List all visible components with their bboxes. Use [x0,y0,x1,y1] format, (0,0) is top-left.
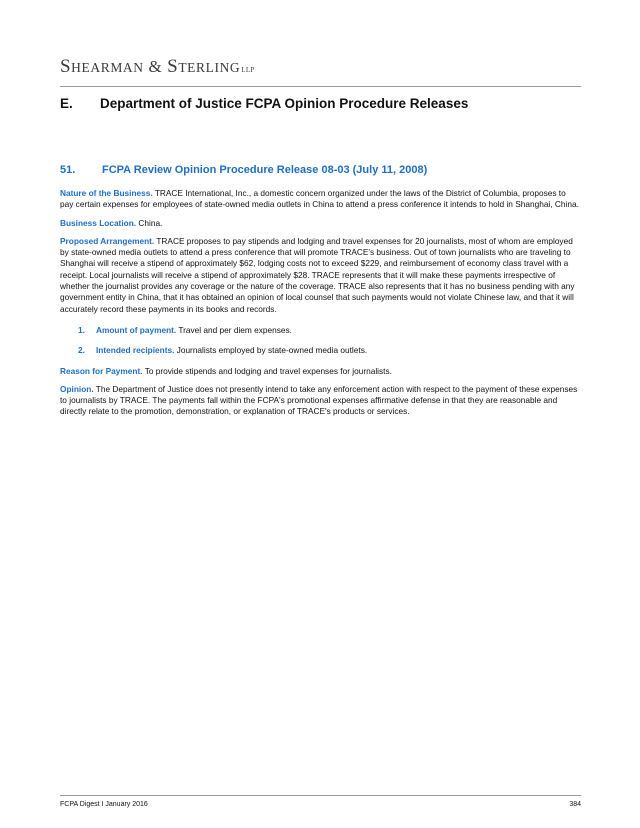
reason-paragraph [60,366,581,377]
footer-divider [60,795,581,797]
release-heading [60,164,427,176]
nature-label: Nature of the Business. [60,188,153,198]
reason-label: Reason for Payment. [60,365,143,376]
shearman-sterling-logo: SHEARMAN & STERLINGLLP [60,56,255,77]
release-body [60,188,581,425]
recipients-text: Journalists employed by state-owned media outlets. [174,345,368,356]
list-item-amount [60,325,581,336]
section-title: Department of Justice FCPA Opinion Procedure Releases [100,96,469,111]
recipients-label: Intended recipients. [96,345,175,356]
location-label: Business Location. [60,217,137,228]
nature-text: TRACE International, Inc., a domestic concern organized under the laws of the District of Columbia, proposes to pay certain expenses for employees of state-owned media outlets in China to attend a press conference it intends to hold in Shanghai, China. [60,188,579,210]
nature-paragraph [60,188,581,211]
page-number: 384 [569,801,581,808]
location-paragraph [60,218,581,229]
reason-text: To provide stipends and lodging and travel expenses for journalists. [142,365,392,376]
opinion-label: Opinion. [60,383,94,394]
location-text: China. [136,217,163,228]
arrangement-paragraph [60,236,581,315]
item-number: 2. [78,345,85,356]
amount-label: Amount of payment. [96,324,177,335]
list-item-recipients [60,345,581,356]
release-title: FCPA Review Opinion Procedure Release 08-03 (July 11, 2008) [102,164,428,176]
section-heading [60,96,468,111]
arrangement-text: TRACE proposes to pay stipends and lodging and travel expenses for 20 journalists, most of whom are employed by state-owned media outlets to attend a press conference that will promote TRACE's business. Out of town journalists who are traveling to Shanghai will receive a stipend of approximately $62, lodging costs not to exceed $229, and reimbursement of economy class travel with a receipt. Local journalists will receive a stipend of approximately $28. TRACE represents that it will make these payments irrespective of whether the journalist provides any coverage or the nature of the coverage. TRACE also represents that it has no business pending with any government entity in China, that it has obtained an opinion of local counsel that such payments would not violate Chinese law, and that it will accurately record these payments in its books and records. [60,235,575,314]
arrangement-label: Proposed Arrangement. [60,235,155,246]
release-number: 51. [60,164,76,176]
item-number: 1. [78,324,85,335]
section-number: E. [60,96,73,111]
footer-publication: FCPA Digest I January 2016 [60,801,148,808]
header-divider [60,86,581,88]
opinion-text: The Department of Justice does not presently intend to take any enforcement action with respect to the payment of these expenses to journalists by TRACE. The payments fall within the FCPA's promotional expenses affirmative defense in that they are reasonable and directly relate to the promotion, demonstration, or explanation of TRACE's products or services. [60,383,578,417]
opinion-paragraph [60,384,581,418]
amount-text: Travel and per diem expenses. [176,324,292,335]
